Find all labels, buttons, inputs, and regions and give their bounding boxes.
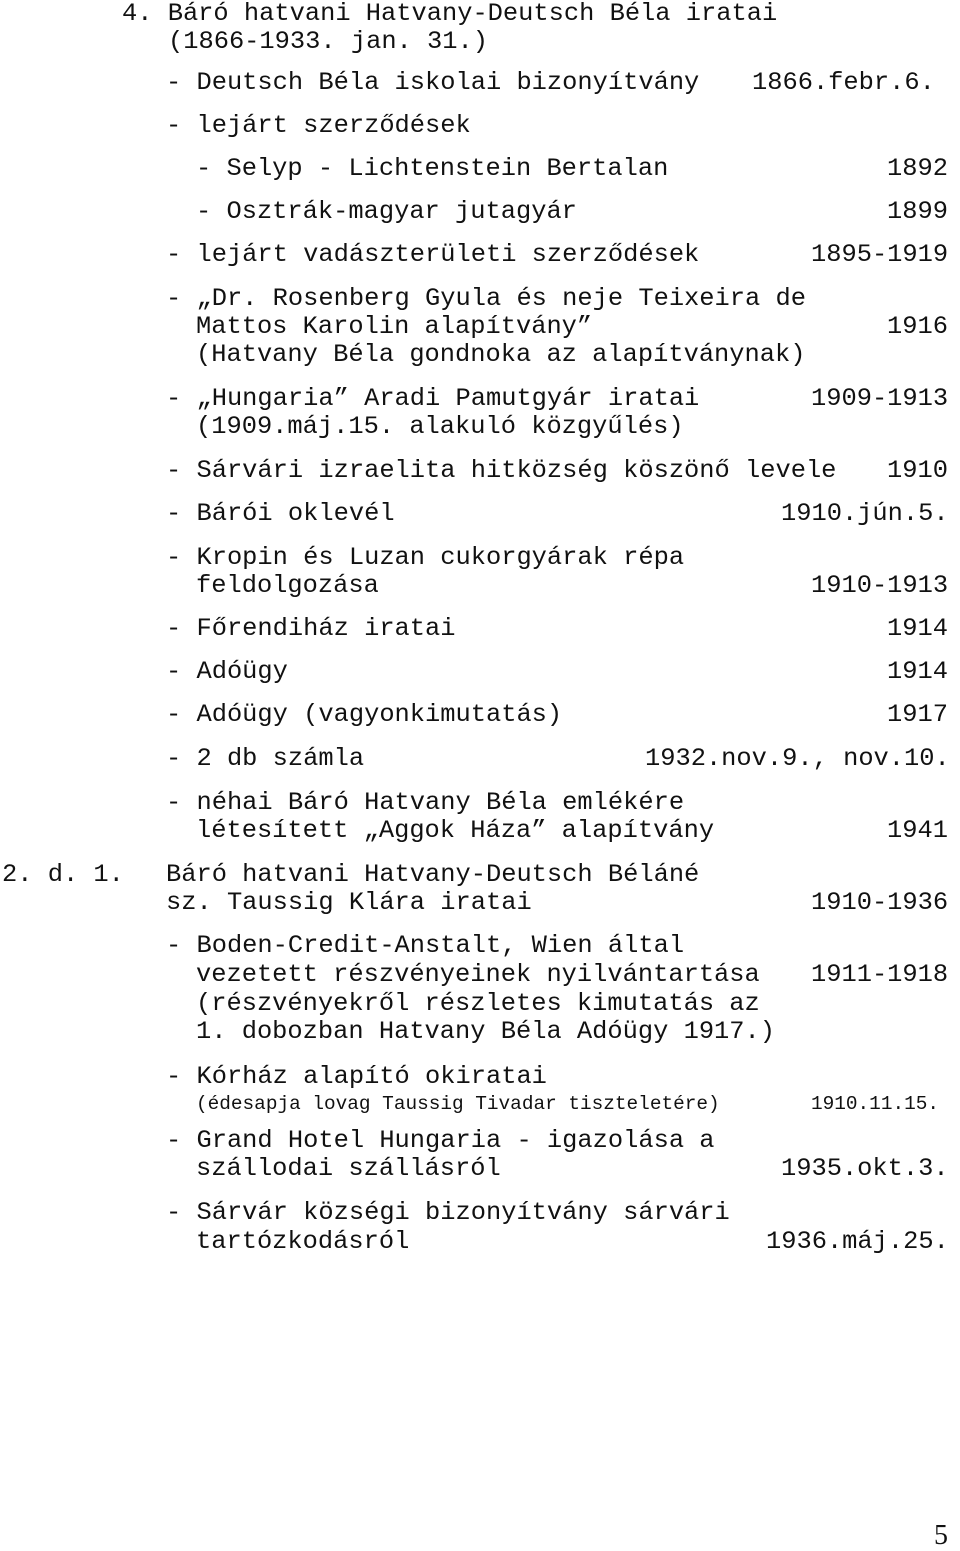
section-2d1-number: 2. d. 1. [2, 860, 124, 889]
list-item-text: - Osztrák-magyar jutagyár [196, 197, 577, 226]
list-item-text: Mattos Karolin alapítvány” [196, 312, 593, 341]
list-item-text: feldolgozása [196, 571, 379, 600]
list-item-date: 1916 [887, 312, 948, 341]
list-item-text: létesített „Aggok Háza” alapítvány [196, 816, 715, 845]
list-item-text: - Főrendiház iratai [166, 614, 456, 643]
list-item-text: - Sárvári izraelita hitközség köszönő levele [166, 456, 837, 485]
list-item-text: - Deutsch Béla iskolai bizonyítvány [166, 68, 700, 97]
list-item-text: - Selyp - Lichtenstein Bertalan [196, 154, 669, 183]
list-item-date: 1917 [887, 700, 948, 729]
list-item-text: tartózkodásról [196, 1227, 410, 1256]
list-item-date: 1936.máj.25. [766, 1227, 949, 1256]
section-2d1-heading-date: 1910-1936 [811, 888, 949, 917]
section-4-heading-line-1: 4. Báró hatvani Hatvany-Deutsch Béla iratai [122, 0, 778, 28]
list-item-text: (Hatvany Béla gondnoka az alapítványnak) [196, 340, 806, 369]
list-item-date: 1914 [887, 614, 948, 643]
list-item-text: - néhai Báró Hatvany Béla emlékére [166, 788, 685, 817]
list-item-text: - Adóügy [166, 657, 288, 686]
list-item-date: 1910-1913 [811, 571, 949, 600]
list-item-date: 1935.okt.3. [781, 1154, 949, 1183]
list-item-text: - Adóügy (vagyonkimutatás) [166, 700, 563, 729]
list-item-text: (1909.máj.15. alakuló közgyűlés) [196, 412, 684, 441]
list-item-text: - Boden-Credit-Anstalt, Wien által [166, 931, 685, 960]
list-item-text: - lejárt vadászterületi szerződések [166, 240, 700, 269]
section-2d1-heading-line-2: sz. Taussig Klára iratai [166, 888, 532, 917]
section-4-heading-line-2: (1866-1933. jan. 31.) [168, 27, 488, 56]
list-item-date: 1895-1919 [811, 240, 949, 269]
list-item-text: - Kórház alapító okiratai [166, 1062, 547, 1091]
list-item-date: 1899 [887, 197, 948, 226]
list-item-text: (édesapja lovag Taussig Tivadar tiszteletére) [196, 1093, 720, 1115]
list-item-date: 1932.nov.9., nov.10. [645, 744, 950, 773]
list-item-text: - lejárt szerződések [166, 111, 471, 140]
list-item-date: 1866.febr.6. [752, 68, 935, 97]
list-item-date: 1941 [887, 816, 948, 845]
list-item-date: 1892 [887, 154, 948, 183]
list-item-date: 1910.11.15. [811, 1093, 939, 1115]
list-item-date: 1910 [887, 456, 948, 485]
list-item-text: - Bárói oklevél [166, 499, 395, 528]
list-item-text: vezetett részvényeinek nyilvántartása [196, 960, 760, 989]
list-item-date: 1909-1913 [811, 384, 949, 413]
list-item-text: - „Dr. Rosenberg Gyula és neje Teixeira de [166, 284, 806, 313]
list-item-text: - „Hungaria” Aradi Pamutgyár iratai [166, 384, 700, 413]
section-2d1-heading-line-1: Báró hatvani Hatvany-Deutsch Béláné [166, 860, 700, 889]
list-item-text: 1. dobozban Hatvany Béla Adóügy 1917.) [196, 1017, 776, 1046]
list-item-text: - Sárvár községi bizonyítvány sárvári [166, 1198, 730, 1227]
list-item-text: (részvényekről részletes kimutatás az [196, 989, 760, 1018]
list-item-text: - Grand Hotel Hungaria - igazolása a [166, 1126, 715, 1155]
list-item-text: - 2 db számla [166, 744, 365, 773]
list-item-date: 1914 [887, 657, 948, 686]
page-number: 5 [934, 1520, 948, 1551]
list-item-date: 1910.jún.5. [781, 499, 949, 528]
list-item-text: - Kropin és Luzan cukorgyárak répa [166, 543, 685, 572]
list-item-date: 1911-1918 [811, 960, 949, 989]
list-item-text: szállodai szállásról [196, 1154, 501, 1183]
